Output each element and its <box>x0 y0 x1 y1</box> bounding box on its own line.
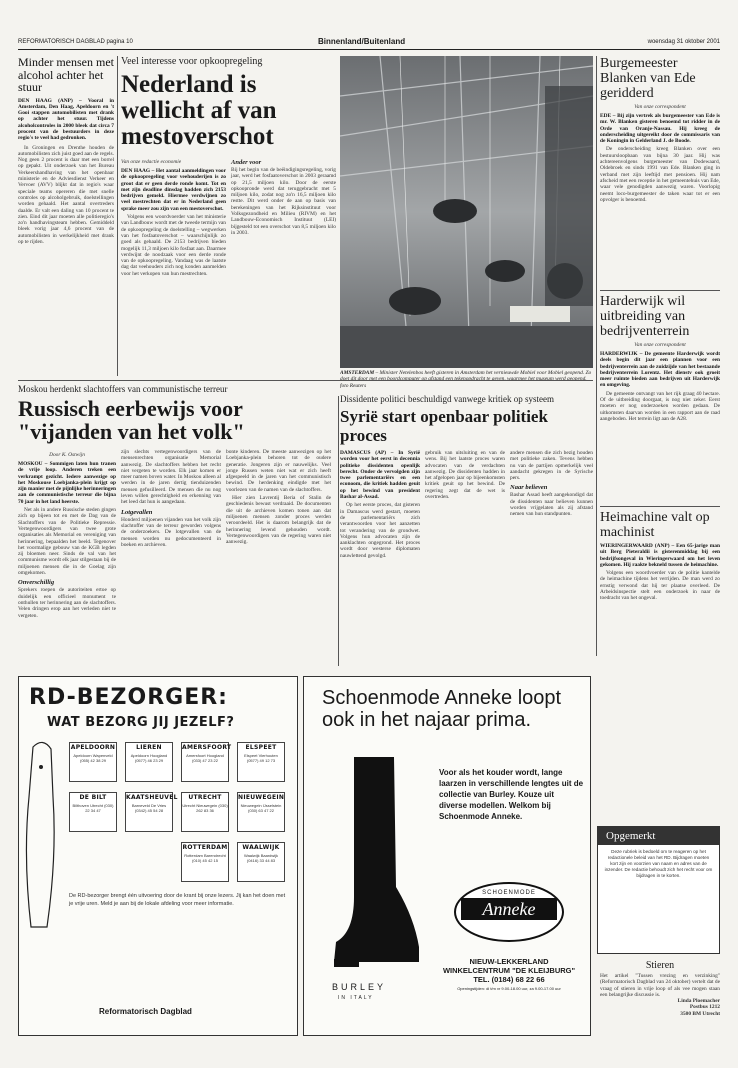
ad-rd-cell-body: Rotterdam Barendrecht (010) 45 42 15 <box>184 853 226 863</box>
anneke-seal-top: SCHOENMODE <box>482 890 536 896</box>
ad-rd-cell-body: Waalwijk Baardwijk (0416) 33 44 83 <box>243 853 279 863</box>
ad-rd-cell-body: Bilthoven Utrecht (030) 22 34 47 <box>72 803 114 813</box>
moskou-col2b: Honderd miljoenen vijanden van het volk zijn slachtoffer van de terreur geworden volgens de onderzoekers. De lotgevallen van de mensen worden nu gedocumenteerd in boeken en archieven. <box>121 516 221 548</box>
moskou-headline: Russisch eerbewijs voor "vijanden van het volk" <box>18 396 245 444</box>
ad-rd-cell <box>181 742 232 782</box>
stieren-title: Stieren <box>645 960 675 971</box>
mest-byline: Van onze redactie economie <box>121 159 182 165</box>
syrie-lead: DAMASCUS (AP) – In Syrië worden voor het eerst in decennia politieke dissidenten openlijk berecht. Onder de vervolgden zijn twee parlementariërs en een econoom, die kritiek hadden geuit op het bewind van president Bashar al-Assad. <box>340 450 420 501</box>
ad-rd-cell-body: Apeldoorn Hoogland (0577) 46 23 29 <box>130 753 168 763</box>
stieren-signature-addr: Postbus 1212 <box>689 1004 720 1011</box>
ad-rd-cell-name: DE BILT <box>79 794 107 801</box>
mest-body: Volgens een woordvoerder van het ministerie van Landbouw wordt met de tweede termijn van de opkoopregeling de doelstelling – wegwerken van het fosfaatoverschot – waarschijnlijk zo goed als gehaald. De 2153 bedrijven bieden mogelijk 11,3 miljoen kilo fosfaat aan. Daarmee verdwijnt de noodzaak voor een derde ronde van de opkoopregeling. Vandaag was de laatste dag dat veehouders zich nog konden aanmelden voor het verkopen van hun mestrechten. <box>121 214 226 277</box>
heimachine-body: Volgens een woordvoerder van de politie kantelde de heimachine tijdens het verrijden. De man werd zo ernstig verwond dat hij ter plaatse overleed. De Arbeidsinspectie stelt een onderzoek in naar de toedracht van het ongeval. <box>600 570 720 602</box>
article-harderwijk <box>600 294 720 504</box>
ad-rd-cell <box>237 842 285 882</box>
burgemeester-byline: Van onze correspondent <box>634 104 686 110</box>
mest-lead: DEN HAAG – Het aantal aanmeldingen voor de opkoopregeling voor veehouderijen is zo groot dat er geen derde ronde komt. Tot en met zijn deadline dinsdag hadden zich 2153 bedrijven gemeld. Hiermee verdwijnen zo veel mestrechten dat er in Nederland geen sprake meer zou zijn van een mestoverschot. <box>121 168 226 212</box>
ad-rd-cell <box>181 842 229 882</box>
article-syrie <box>340 394 593 666</box>
letter-stieren <box>600 960 720 1036</box>
burgemeester-headline: Burgemeester Blanken van Ede geridderd <box>600 56 696 101</box>
burgemeester-lead: EDE – Bij zijn vertrek als burgemeester van Ede is mr. W. Blanken gisteren benoemd tot ridder in de Orde van Oranje-Nassau. Hij kreeg de onderscheiding uitgereikt door de commissaris van de Koningin in Gelderland J. de Boode. <box>600 113 720 145</box>
moskou-col4: Hier zien Lavrentij Beria of Stalin de geschiedenis bewust verdraaid. De documenten die uit de archieven komen tonen aan dat miljoenen mensen zonder proces werden veroordeeld. Het is daarom belangrijk dat de herinnering levend gehouden wordt. Vertegenwoordigers van de regering waren niet aanwezig. <box>226 495 331 546</box>
article-heimachine <box>600 510 720 660</box>
ad-rd-title: RD-BEZORGER: <box>29 685 228 710</box>
harderwijk-headline: Harderwijk wil uitbreiding van bedrijventerrein <box>600 294 690 339</box>
masthead <box>18 36 720 50</box>
ad-rd-cell <box>125 792 178 832</box>
ad-rd-logo: Reformatorisch Dagblad <box>99 1007 192 1016</box>
ad-rd-cell <box>69 742 117 782</box>
heimachine-headline: Heimachine valt op machinist <box>600 510 710 540</box>
moskou-subhead1: Onverschillig <box>18 579 55 587</box>
ad-rd-cell-body: Utrecht Nieuwegein (030) 262 83 36 <box>182 803 228 813</box>
harderwijk-lead: HARDERWIJK – De gemeente Harderwijk wordt deels begin dit jaar een plannen voor een bedrijventerrein aan de zuidzijde van het bestaande bedrijventerrein Lorentz. Het dienstv ook groeit meer ruimte bieden aan bedrijven uit Harderwijk en omgeving. <box>600 351 720 389</box>
syrie-col3b: Bashar Assad heeft aangekondigd dat de dissidenten naar believen kunnen worden vrijgelaten als zij afstand nemen van hun standpunten. <box>510 492 593 518</box>
ad-rd-cell-name: NIEUWEGEIN <box>238 794 285 801</box>
moskou-subhead2: Lotgevallen <box>121 508 153 516</box>
ad-rd-cell <box>125 742 173 782</box>
ad-rd-cell-name: UTRECHT <box>188 794 222 801</box>
opgemerkt-text: Deze rubriek is bedoeld om te reageren op het redactionele beleid van het RD. Bijdragen moeten kort zijn en voorzien van naam en adres van de inzender. De redactie behoudt zich het recht voor om bijdragen in te korten. <box>604 849 713 878</box>
opgemerkt-title: Opgemerkt <box>598 827 719 845</box>
article-alcohol <box>18 56 114 376</box>
column-rule <box>596 56 597 656</box>
anneke-seal <box>454 882 564 942</box>
moskou-col1: Net als in andere Russische steden gingen zich op bijeen tot en met de Dag van de Slachtoffers van de Politieke Repressie. Vertegenwoordigers van twee grote organisaties als Memorial en vereniging van herinnering, bepaalden het beeld. Tegenover het voormalige gebouw van de KGB legden zij bloemen neer. Sinds de val van het communisme wordt elk jaar stilgestaan bij de miljoenen mensen die in de Goelag zijn omgekomen. <box>18 507 116 577</box>
section-rule <box>600 290 720 291</box>
syrie-col2: gebruik van uitsluiting en van de wens. Bij het laatste proces waren advocaten van de verdachten aanwezig. De dissidenten hadden in het afgelopen jaar op bijeenkomsten kritiek geuit op het bewind. De regering zegt dat de wet is overtreden. <box>425 450 505 501</box>
anneke-address <box>429 957 589 992</box>
ad-rd-cell-body: Amersfoort Hoogland (033) 47 23 22 <box>186 753 224 763</box>
article-moskou <box>18 384 336 666</box>
museum-photo-graphic <box>340 56 593 368</box>
moskou-col2: zijn slechts vertegenwoordigers van de mensenrechten organisatie Memorial aanwezig. De slachtoffers hebben het recht niet vergeten te worden. Elk jaar komen er meer namen boven water. In Moskou alleen al werden in de jaren dertig tienduizenden mensen gefusilleerd. De mensen die nu nog leven willen gerechtigheid en erkenning van het leed dat hun is aangedaan. <box>121 449 221 506</box>
stieren-text: Het artikel "Tussen vrezing en verzinking" (Reformatorisch Dagblad van 24 oktober) vertelt dat de vraag of stieren in vrije loop of als vee mogen staan een belangrijke discussie is. <box>600 973 720 998</box>
anneke-seal-name: Anneke <box>461 898 557 920</box>
syrie-subhead: Naar believen <box>510 484 548 492</box>
ad-rd-cell-name: WAALWIJK <box>242 844 280 851</box>
moskou-lead: MOSKOU – Sommigen laten hun tranen de vrije loop. Anderen treken een verkrampt gezicht. Iedere aanwezige op het Moskouse Loebjanka-plein krijgt op zijn manier met de pijnlijke herinneringen aan de communistische terreur die bijna 70 jaar in het land heerste. <box>18 461 116 505</box>
ad-rd-cell <box>237 742 285 782</box>
section-rule <box>18 380 593 381</box>
column-rule <box>338 396 339 666</box>
ad-rd-cell-name: ROTTERDAM <box>182 844 228 851</box>
ad-rd-cell-body: Apeldoorn Wapenveld (055) 42 38 29 <box>73 753 113 763</box>
ad-rd-cell-name: ELSPEET <box>245 744 277 751</box>
ad-rd-subtitle: WAT BEZORG JIJ JEZELF? <box>47 715 235 730</box>
masthead-section: Binnenland/Buitenland <box>318 37 406 46</box>
ad-rd-cell-name: AMERSFOORT <box>182 744 232 751</box>
ad-rd-cell-body: Barneveld De Vries (0342) 45 54 28 <box>131 803 167 813</box>
syrie-col1: Op het eerste proces, dat gisteren in Damascus werd gestart, moeten de parlementariërs zich verantwoorden voor het aanzetten tot verandering van de grondwet. Volgens hun advocaten zijn de aanklachten ongegrond. Het proces wordt door westerse diplomaten nauwlettend gevolgd. <box>340 502 420 559</box>
moskou-kicker: Moskou herdenkt slachtoffers van communistische terreur <box>18 384 228 394</box>
stieren-signature-name: Linda Ploemacher <box>677 998 720 1005</box>
ad-schoenmode-anneke <box>303 676 591 1036</box>
boot-icon <box>324 747 424 977</box>
anneke-center: WINKELCENTRUM "DE KLEIJBURG" <box>442 966 576 975</box>
syrie-col3: andere mensen die zich bezig houden met politieke zaken. Tevens hebben nu van de partijen opmerkelijk veel aandacht gekregen in de Syrische pers. <box>510 450 593 482</box>
museum-photo <box>340 56 593 368</box>
ad-rd-cell-body: Elspeet Vierhouten (0577) 49 12 73 <box>244 753 278 763</box>
harderwijk-body: De gemeente ontvangt van het rijk graag 40 hectare. Of de uitbreiding doorgaat, is nog niet zeker. Eerst moeten er nog onderzoeken worden gedaan. De uitkomsten daarvan worden in een rapport aan de raad aangeboden. Het terrein ligt aan de A28. <box>600 390 720 422</box>
ad-rd-cell-name: LIEREN <box>136 744 162 751</box>
moskou-byline: Door K. Ostwijn <box>49 452 85 458</box>
anneke-phone: TEL. (0184) 68 22 66 <box>473 975 545 984</box>
ad-rd-cell-body: Nieuwegein IJsselstein (030) 63 47 22 <box>240 803 282 813</box>
alcohol-lead: DEN HAAG (ANP) – Vooral in Amsterdam, Den Haag, Apeldoorn en 't Gooi stappen automobilisten met drank op achter het stuur. Tijdens alcoholcontroles in 2000 bleek dat circa 7 procent van de bestuurders in deze regio's te veel had gedronken. <box>18 97 114 142</box>
alcohol-body: In Groningen en Drenthe houden de automobilisten zich juist goed aan de regels. Nog geen 2 procent is daar met een borrel op gepakt. Uit onderzoek van het Bureau Verkeershandhaving van het openbaar ministerie en de Adviesdienst Verkeer en Vervoer (AVV) blijkt dat in regio's waar speciale teams opereren die met snelle controles op alcoholgebruik, doelstellingen worden gehaald. Het aantal overtreders daalde. Er valt een daling van 10 procent te zien. Eind dit jaar moeten alle politieregio's zo'n handhavingsteam hebben. Gemiddeld bleek vorig jaar 4,6 procent van de automobilisten in werkelijkheid met drank op te rijden. <box>18 144 114 246</box>
column-rule <box>117 56 118 376</box>
masthead-paper: REFORMATORISCH DAGBLAD pagina 10 <box>18 39 133 45</box>
syrie-headline: Syrië start openbaar politiek proces <box>340 407 548 445</box>
ad-rd-cell-name: APELDOORN <box>70 744 116 751</box>
ad-rd-footer-text: De RD-bezorger brengt één uitvoering door de krant bij onze lezers. Jij kan het doen met je vrije uren. Meld je aan bij de lokale afdeling voor meer informatie. <box>69 893 286 907</box>
newspaper-page <box>18 36 720 1036</box>
article-mest <box>121 56 336 378</box>
ad-rd-cell <box>237 792 285 832</box>
mest-subhead: Ander voor <box>231 159 262 166</box>
moskou-col3: bonte kinderen. De meeste aanwezigen op het Loebjanka-plein behoren tot de oudere generatie. Jongeren zijn er nauwelijks. Veel jonge Russen weten niet wat er zich heeft afgespeeld in de jaren van het communistisch bewind. De herdenking eindigde met het voorlezen van de namen van de slachtoffers. <box>226 449 331 493</box>
caption-tag: AMSTERDAM <box>340 370 375 376</box>
moskou-col1b: Sprekers roepen de autoriteiten ertoe op duidelijk een officieel monument te onthullen ter herinnering aan de slachtoffers. Velen dringen erop aan het verleden niet te vergeten. <box>18 587 116 619</box>
opgemerkt-box <box>597 826 720 954</box>
anneke-body: Voor als het kouder wordt, lange laarzen in verschillende lengtes uit de collectie van Burley. Kouze uit diverse modellen. Welkom bij Schoenmode Anneke. <box>439 768 584 821</box>
ad-rd-bezorger <box>18 676 298 1036</box>
anneke-brand: BURLEY <box>332 982 387 992</box>
mest-kicker: Veel interesse voor opkoopregeling <box>121 56 263 67</box>
anneke-brand-sub: IN ITALY <box>338 995 374 1001</box>
caption-text: – Minister Netelenbos heeft gisteren in Amsterdam het vernieuwde Mobiel voor Mobiel geopend. Zo <box>375 370 592 376</box>
stieren-signature-city: 3500 BM Utrecht <box>680 1010 720 1017</box>
alcohol-headline: Minder mensen met alcohol achter het stuur <box>18 56 114 94</box>
section-rule <box>600 506 720 507</box>
syrie-kicker: Dissidente politici beschuldigd vanwege kritiek op systeem <box>340 394 554 404</box>
heimachine-lead: WIERINGERWAARD (ANP) – Een 65-jarige man uit Berg Pieteraldii is gisterenmiddag bij een bedrijfsongeval in Wieringerwaard om het leven gekomen. Hij raakte bekneld tussen de heimachine. <box>600 543 720 568</box>
anneke-hours: Openingstijden: di t/m vr 9.00-18.00 uur, za 9.00-17.00 uur <box>457 986 561 991</box>
ad-rd-cell <box>69 792 117 832</box>
mest-body2: Bij het begin van de beëindigingsregeling, vorig jaar, werd het fosfaatoverschot in 2003 geraamd op 21,5 miljoen kilo. Door de eerste opkoopronde werd dat teruggebracht met 5 miljoen kilo, zodat nog zo'n 16,5 miljoen kilo restte. Dit werd onder de aan op basis van berekeningen van het Rijksinstituut voor Volksgezondheid en Milieu (RIVM) en het Landbouw-Economisch Instituut (LEI) bijgesteld tot een overschot van 8,5 miljoen kilo in 2003. <box>231 167 336 236</box>
caption-credit: foto Reuters <box>340 382 367 389</box>
ad-rd-cell <box>181 792 229 832</box>
mascot-icon <box>23 737 63 937</box>
ad-rd-cell-name: KAATSHEUVEL <box>126 794 178 801</box>
anneke-city: NIEUW-LEKKERLAND <box>469 957 549 966</box>
masthead-date: woensdag 31 oktober 2001 <box>647 39 720 45</box>
harderwijk-byline: Van onze correspondent <box>634 342 686 348</box>
burgemeester-body: De onderscheiding kreeg Blanken over een bestuursloopbaan van bijna 30 jaar. Hij was achtereenvolgens burgemeester van Dodewaard, Oldebroek en sinds 1991 van Ede. Blanken ging in verband met zijn leeftijd met pensioen. Hij nam afscheid met een receptie in het gemeentehuis van Ede, waar vele genodigden aanwezig waren. Voorlopig neemt loco-burgemeester de taken waar tot er een opvolger is benoemd. <box>600 146 720 203</box>
article-burgemeester <box>600 56 720 288</box>
anneke-headline: Schoenmode Anneke loopt ook in het najaar prima. <box>322 687 562 731</box>
mest-headline: Nederland is wellicht af van mestoverschot <box>121 71 277 150</box>
